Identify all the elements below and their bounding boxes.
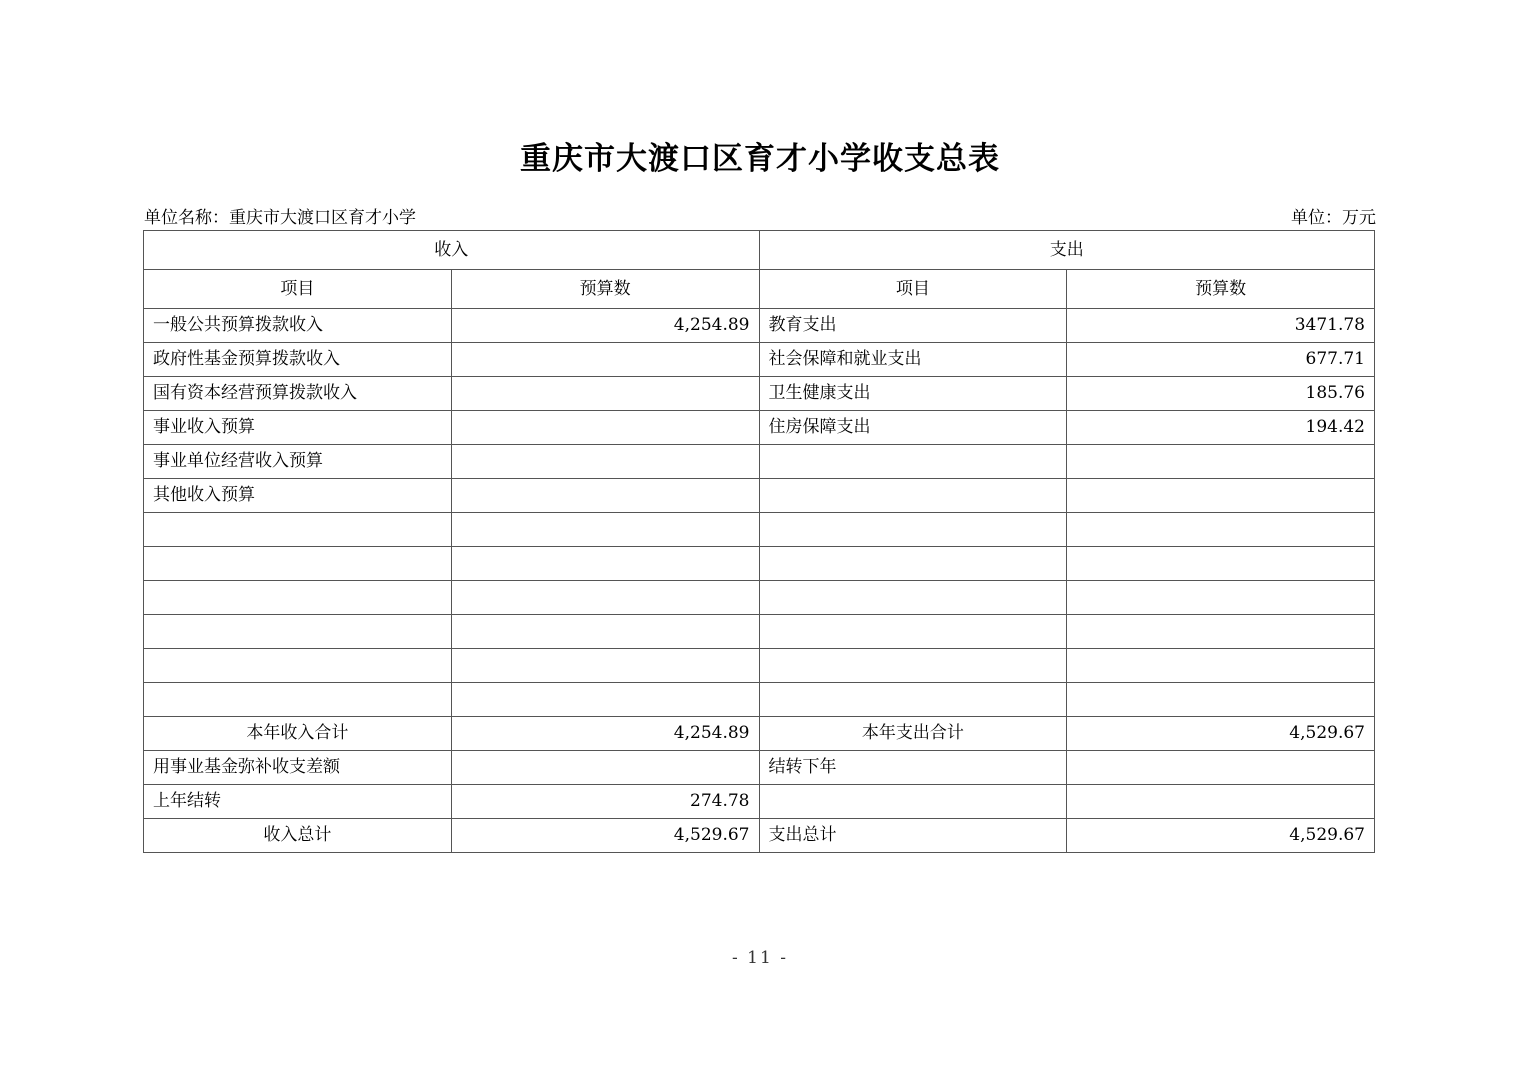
income-value-cell — [451, 615, 759, 649]
income-value-cell — [451, 581, 759, 615]
expense-grand-total-label: 支出总计 — [759, 819, 1067, 853]
expense-item-cell — [759, 683, 1067, 717]
prior-year-carryover-label: 上年结转 — [144, 785, 452, 819]
income-item-cell — [144, 683, 452, 717]
expense-budget-header: 预算数 — [1067, 270, 1375, 309]
income-item-cell: 国有资本经营预算拨款收入 — [144, 377, 452, 411]
expense-item-cell — [759, 513, 1067, 547]
income-header: 收入 — [144, 231, 760, 270]
expense-value-cell — [1067, 547, 1375, 581]
income-value-cell — [451, 683, 759, 717]
income-value-cell — [451, 649, 759, 683]
expense-value-cell — [1067, 581, 1375, 615]
prior-year-carryover-value: 274.78 — [451, 785, 759, 819]
expense-value-cell — [1067, 683, 1375, 717]
expense-item-cell — [759, 547, 1067, 581]
expense-item-cell: 社会保障和就业支出 — [759, 343, 1067, 377]
income-budget-header: 预算数 — [451, 270, 759, 309]
income-expense-table — [143, 230, 1375, 853]
table-meta — [144, 205, 1376, 231]
expense-item-cell: 卫生健康支出 — [759, 377, 1067, 411]
expense-item-header: 项目 — [759, 270, 1067, 309]
expense-value-cell: 3471.78 — [1067, 309, 1375, 343]
year-income-total-label: 本年收入合计 — [144, 717, 452, 751]
table-row — [144, 309, 1375, 343]
income-item-cell: 其他收入预算 — [144, 479, 452, 513]
expense-value-cell: 194.42 — [1067, 411, 1375, 445]
income-item-cell — [144, 581, 452, 615]
table-row — [144, 479, 1375, 513]
income-value-cell — [451, 513, 759, 547]
table-subheader-row — [144, 270, 1375, 309]
income-item-cell — [144, 547, 452, 581]
table-row — [144, 343, 1375, 377]
expense-item-cell — [759, 581, 1067, 615]
carry-forward-label: 结转下年 — [759, 751, 1067, 785]
table-header-row — [144, 231, 1375, 270]
expense-item-cell: 教育支出 — [759, 309, 1067, 343]
income-value-cell — [451, 343, 759, 377]
unit-name-label: 单位名称：重庆市大渡口区育才小学 — [144, 208, 416, 228]
table-row — [144, 445, 1375, 479]
expense-value-cell — [1067, 649, 1375, 683]
expense-item-cell — [759, 649, 1067, 683]
carryover-expense-value — [1067, 785, 1375, 819]
page-number: - 11 - — [732, 948, 788, 968]
expense-value-cell: 185.76 — [1067, 377, 1375, 411]
income-item-header: 项目 — [144, 270, 452, 309]
carryover-expense-label — [759, 785, 1067, 819]
page-title: 重庆市大渡口区育才小学收支总表 — [520, 141, 1000, 177]
income-grand-total-label: 收入总计 — [144, 819, 452, 853]
income-item-cell: 一般公共预算拨款收入 — [144, 309, 452, 343]
grand-total-row — [144, 819, 1375, 853]
income-value-cell: 4,254.89 — [451, 309, 759, 343]
year-income-total-value: 4,254.89 — [451, 717, 759, 751]
year-expense-total-label: 本年支出合计 — [759, 717, 1067, 751]
income-item-cell: 事业收入预算 — [144, 411, 452, 445]
carry-forward-value — [1067, 751, 1375, 785]
income-item-cell: 政府性基金预算拨款收入 — [144, 343, 452, 377]
expense-item-cell — [759, 615, 1067, 649]
fund-supplement-value — [451, 751, 759, 785]
supplement-row — [144, 751, 1375, 785]
table-row — [144, 615, 1375, 649]
expense-value-cell — [1067, 615, 1375, 649]
expense-value-cell — [1067, 513, 1375, 547]
table-row — [144, 683, 1375, 717]
income-value-cell — [451, 377, 759, 411]
income-item-cell — [144, 513, 452, 547]
unit-label: 单位：万元 — [1291, 208, 1376, 228]
expense-value-cell — [1067, 445, 1375, 479]
table-row — [144, 411, 1375, 445]
table-row — [144, 649, 1375, 683]
income-item-cell — [144, 649, 452, 683]
table-row — [144, 581, 1375, 615]
table-row — [144, 547, 1375, 581]
income-value-cell — [451, 411, 759, 445]
income-item-cell: 事业单位经营收入预算 — [144, 445, 452, 479]
income-value-cell — [451, 479, 759, 513]
expense-item-cell: 住房保障支出 — [759, 411, 1067, 445]
fund-supplement-label: 用事业基金弥补收支差额 — [144, 751, 452, 785]
table-row — [144, 513, 1375, 547]
table-row — [144, 377, 1375, 411]
year-total-row — [144, 717, 1375, 751]
expense-grand-total-value: 4,529.67 — [1067, 819, 1375, 853]
income-value-cell — [451, 547, 759, 581]
carryover-row — [144, 785, 1375, 819]
income-grand-total-value: 4,529.67 — [451, 819, 759, 853]
year-expense-total-value: 4,529.67 — [1067, 717, 1375, 751]
income-value-cell — [451, 445, 759, 479]
expense-item-cell — [759, 445, 1067, 479]
expense-header: 支出 — [759, 231, 1375, 270]
income-item-cell — [144, 615, 452, 649]
expense-value-cell: 677.71 — [1067, 343, 1375, 377]
expense-item-cell — [759, 479, 1067, 513]
expense-value-cell — [1067, 479, 1375, 513]
